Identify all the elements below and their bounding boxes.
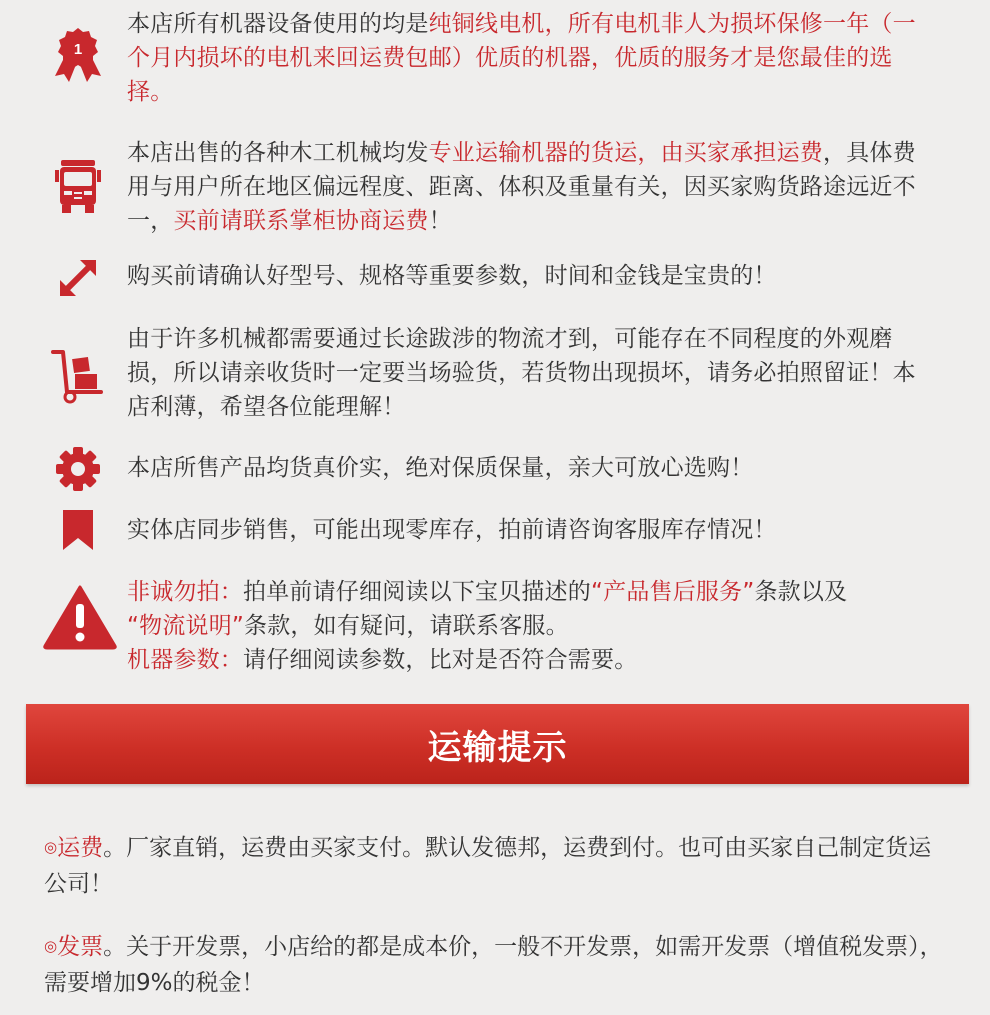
notice-text: 实体店同步销售，可能出现零库存，拍前请咨询客服库存情况！ <box>127 517 777 543</box>
notice-genuine-goods <box>127 451 927 485</box>
shipping-item-freight <box>44 829 944 902</box>
banner-title: 运输提示 <box>427 727 568 768</box>
notice-text: 本店所售产品均货真价实，绝对保质保量，亲大可放心选购！ <box>127 455 754 481</box>
notice-freight <box>127 136 927 238</box>
warning-triangle-icon <box>40 584 120 650</box>
shipping-banner <box>26 704 969 784</box>
warning-text: 请仔细阅读参数，比对是否符合需要。 <box>243 647 638 673</box>
shipping-text: 。关于开发票，小店给的都是成本价，一般不开发票，如需开发票（增值税发票），需要增加9%的税金！ <box>44 934 943 996</box>
warning-text: 条款以及 <box>754 579 848 605</box>
notice-stock <box>127 513 927 547</box>
shipping-label: 发票 <box>57 934 104 960</box>
notice-warranty <box>127 7 927 109</box>
warning-line-1 <box>127 575 927 609</box>
hand-truck-icon <box>42 348 114 404</box>
shipping-label: 运费 <box>57 835 104 861</box>
award-ribbon-icon <box>42 26 114 84</box>
notice-text: ！ <box>428 208 452 234</box>
notice-highlight: 专业运输机器的货运，由买家承担运费 <box>428 140 824 166</box>
notice-inspect-goods <box>127 322 927 424</box>
shipping-text: 。厂家直销，运费由买家支付。默认发德邦，运费到付。也可由买家自己制定货运公司！ <box>44 835 932 897</box>
notice-text: 购买前请确认好型号、规格等重要参数，时间和金钱是宝贵的！ <box>127 263 777 289</box>
notice-text: ，具体费用与用户所在地区偏远程度、距离、体积及重量有关，因买家购货路途远近不一， <box>127 140 916 234</box>
notice-text: 本店所有机器设备使用的均是 <box>127 11 429 37</box>
warning-label: 非诚勿拍： <box>127 579 243 605</box>
bookmark-icon <box>42 508 114 552</box>
warning-label: 机器参数： <box>127 647 243 673</box>
notice-confirm-model <box>127 259 927 293</box>
warning-text: 条款，如有疑问，请联系客服。 <box>244 613 569 639</box>
notice-highlight: 纯铜线电机，所有电机非人为损坏保修一年（一个月内损坏的电机来回运费包邮）优质的机器，优质的服务才是您最佳的选择。 <box>127 11 916 105</box>
bullet-icon: ◎ <box>44 838 58 856</box>
warning-notice <box>127 575 927 677</box>
warning-quote-logistics: “物流说明” <box>127 613 245 639</box>
warning-text: 拍单前请仔细阅读以下宝贝描述的 <box>243 579 591 605</box>
truck-icon <box>42 158 114 214</box>
warning-line-3 <box>127 643 927 677</box>
shipping-item-invoice <box>44 928 944 1001</box>
expand-arrows-icon <box>42 258 114 298</box>
award-badge-number: 1 <box>73 41 83 58</box>
bullet-icon: ◎ <box>44 937 58 955</box>
notice-text: 本店出售的各种木工机械均发 <box>127 140 429 166</box>
warning-line-2 <box>127 609 927 643</box>
warning-quote-after-sales: “产品售后服务” <box>591 579 755 605</box>
notice-highlight: 买前请联系掌柜协商运费 <box>173 208 429 234</box>
notice-text: 由于许多机械都需要通过长途跋涉的物流才到，可能存在不同程度的外观磨损，所以请亲收货时一定要当场验货，若货物出现损坏，请务必拍照留证！本店利薄，希望各位能理解！ <box>127 326 916 420</box>
gear-icon <box>42 446 114 492</box>
